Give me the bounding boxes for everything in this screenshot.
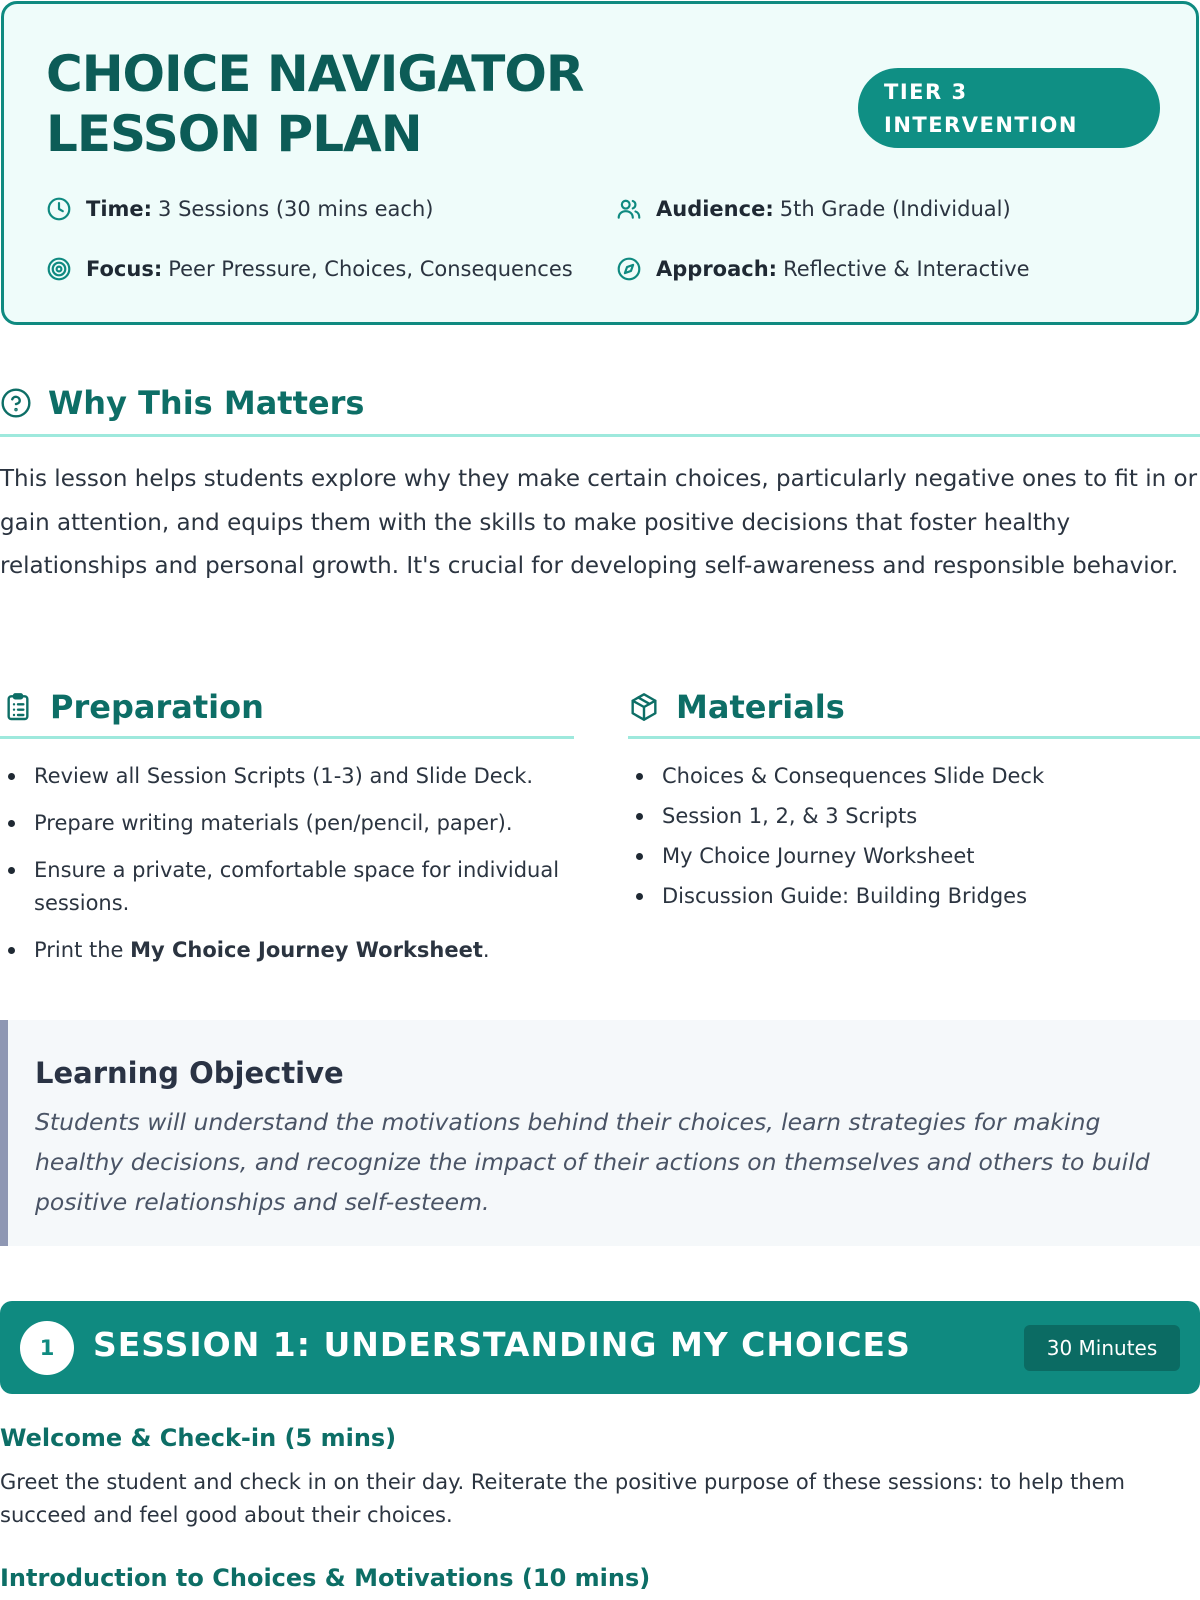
list-item: My Choice Journey Worksheet — [628, 840, 1188, 873]
meta-audience-label: Audience: — [656, 197, 774, 221]
meta-time-label: Time: — [86, 197, 153, 221]
materials-divider — [628, 736, 1200, 739]
step-title-welcome: Welcome & Check-in (5 mins) — [0, 1424, 397, 1452]
package-icon — [628, 691, 660, 723]
list-item: Discussion Guide: Building Bridges — [628, 880, 1188, 913]
preparation-list — [0, 760, 560, 981]
clipboard-list-icon — [2, 691, 34, 723]
list-item: Review all Session Scripts (1-3) and Slide Deck. — [0, 760, 560, 793]
session-number-badge: 1 — [20, 1321, 74, 1375]
materials-heading — [628, 688, 845, 726]
session-title: SESSION 1: UNDERSTANDING MY CHOICES — [93, 1325, 911, 1364]
why-paragraph: This lesson helps students explore why they make certain choices, particularly negative ones to fit in or gain attention, and equips them with the skills to make positive decisions that foster healthy relationships and personal growth. It's crucial for developing self-awareness and responsible behavior. — [0, 466, 1198, 579]
compass-icon — [616, 256, 642, 282]
list-item — [0, 934, 560, 967]
print-suffix: . — [482, 938, 490, 962]
why-heading — [0, 384, 364, 422]
preparation-heading-text: Preparation — [50, 688, 264, 726]
objective-text: Students will understand the motivations behind their choices, learn strategies for making healthy decisions, and recognize the impact of their actions on themselves and others to build positive relationships and self-esteem. — [35, 1108, 1150, 1216]
meta-focus — [46, 256, 573, 282]
objective-title: Learning Objective — [35, 1056, 344, 1090]
tier-badge: TIER 3 INTERVENTION — [858, 68, 1160, 148]
meta-time — [46, 196, 433, 222]
meta-approach-value: Reflective & Interactive — [783, 257, 1030, 281]
meta-approach-label: Approach: — [656, 257, 778, 281]
step-text-welcome: Greet the student and check in on their day. Reiterate the positive purpose of these sessions: to help them succeed and feel good about their choices. — [0, 1470, 1126, 1527]
meta-focus-value: Peer Pressure, Choices, Consequences — [168, 257, 573, 281]
why-heading-text: Why This Matters — [48, 384, 365, 422]
meta-focus-label: Focus: — [86, 257, 163, 281]
clock-icon — [46, 196, 72, 222]
users-icon — [616, 196, 642, 222]
list-item: Session 1, 2, & 3 Scripts — [628, 800, 1188, 833]
session-1-header — [0, 1301, 1200, 1394]
meta-audience — [616, 196, 1011, 222]
target-icon — [46, 256, 72, 282]
preparation-divider — [0, 736, 574, 739]
print-prefix: Print the — [34, 938, 131, 962]
materials-list — [628, 760, 1188, 920]
learning-objective-box — [0, 1020, 1200, 1246]
help-circle-icon — [0, 387, 32, 419]
header-card — [1, 1, 1199, 325]
list-item: Prepare writing materials (pen/pencil, paper). — [0, 807, 560, 840]
preparation-heading — [2, 688, 264, 726]
worksheet-name: My Choice Journey Worksheet — [130, 938, 483, 962]
list-item: Choices & Consequences Slide Deck — [628, 760, 1188, 793]
list-item: Ensure a private, comfortable space for individual sessions. — [0, 854, 560, 920]
materials-heading-text: Materials — [676, 688, 845, 726]
meta-audience-value: 5th Grade (Individual) — [779, 197, 1011, 221]
meta-approach — [616, 256, 1030, 282]
why-divider — [0, 434, 1200, 437]
step-title-introduction: Introduction to Choices & Motivations (10 mins) — [0, 1564, 651, 1592]
page-title: CHOICE NAVIGATOR LESSON PLAN — [46, 45, 584, 163]
meta-time-value: 3 Sessions (30 mins each) — [158, 197, 434, 221]
session-duration-badge: 30 Minutes — [1024, 1325, 1180, 1371]
